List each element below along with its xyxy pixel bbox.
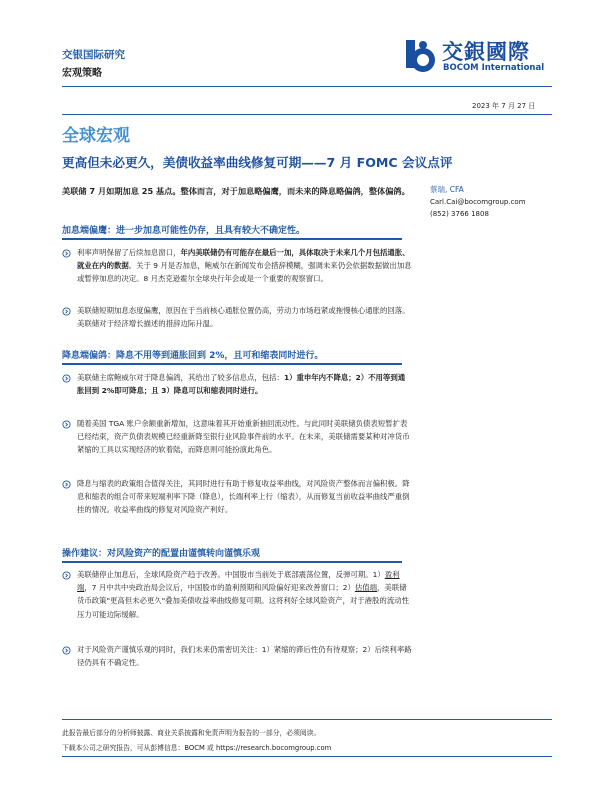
disclaimer-note: 此报告最后部分的分析师披露、商业关系披露和免责声明为报告的一部分，必须阅读。 [62,729,321,737]
heading-hike-hawkish: 加息端偏鹰：进一步加息可能性仍存，且具有较大不确定性。 [62,226,306,236]
arrow-bullet-icon [62,374,71,383]
firm-name: 交银国际研究 [62,49,125,61]
paragraph-5: 降息与缩表的政策组合值得关注，其同时进行有助于修复收益率曲线，对风险资产整体而言偏积极。降息和缩表的组合可带来短端利率下降（降息），长端利率上行（缩表），从而修复当前收益率曲线严重倒挂的情况。收益率曲线的修复对风险资产利好。 [77,479,410,515]
arrow-bullet-icon [62,480,71,489]
arrow-bullet-icon [62,307,71,316]
footer-rule-2 [62,756,552,757]
report-date: 2023 年 7 月 27 日 [472,102,536,110]
paragraph-2: 美联储短期加息态度偏鹰，原因在于当前核心通胀位置仍高，劳动力市场趋紧或拖慢核心通胀的回落。美联储对于经济增长描述的措辞边际升温。 [77,306,410,329]
report-title: 更高但未必更久，美债收益率曲线修复可期——7 月 FOMC 会议点评 [62,155,453,170]
report-category: 宏观策略 [62,68,102,79]
heading-rule [62,561,402,563]
heading-rule [62,363,402,365]
paragraph-7: 对于风险资产谨慎乐观的同时，我们未来仍需密切关注：1）紧缩的滞后性仍有待观察；2）后续利率路径仍具有不确定性。 [77,645,412,668]
paragraph-4: 随着美国 TGA 账户余额重新增加，这意味着其开始重新抽回流动性。与此同时美联储负债表短暂扩表已经结束，资产负债表规模已经重新降至银行业风险事件前的水平。在未来，美联储需要某种对冲货币紧缩的工具以实现经济的软着陆，而降息则可能扮演此角色。 [77,419,410,455]
arrow-bullet-icon [62,646,71,655]
arrow-bullet-icon [62,571,71,580]
analyst-phone: (852) 3766 1808 [430,210,489,218]
heading-rule [62,238,402,240]
paragraph-6: 美联储停止加息后，全球风险资产趋于改善。中国股市当前处于底部震荡位置，反弹可期。1）盈利端，7 月中共中央政治局会议后，中国股市的盈利预期和风险偏好迎来改善窗口；2）估值端，美联储货币政策"更高但未必更久"叠加美债收益率曲线修复可期。这将利好全球风险资产，对于港股的流动性压力可能边际缓解。 [77,570,409,619]
logo-chinese-text: 交銀國際 [442,39,530,64]
header-rule [62,86,552,87]
download-note[interactable]: 下载本公司之研究报告，可从彭博信息：BOCM 或 https://research.bocomgroup.com [62,744,332,752]
report-summary: 美联储 7 月如期加息 25 基点。整体而言，对于加息略偏鹰，而未来的降息略偏鸽，整体偏鸽。 [62,186,410,196]
heading-recommendation: 操作建议：对风险资产的配置由谨慎转向谨慎乐观 [62,549,261,559]
section-title: 全球宏观 [62,126,130,146]
analyst-email[interactable]: Carl.Cai@bocomgroup.com [430,198,526,206]
arrow-bullet-icon [62,249,71,258]
bocom-logo-icon [404,38,438,72]
paragraph-1: 利率声明保留了后续加息窗口，年内美联储仍有可能存在最后一加，具体取决于未来几个月包括通胀、就业在内的数据。关于 9 月是否加息，鲍威尔在新闻发布会措辞模糊，强调未来仍会依据数据做出加息或暂停加息的决定。8 月杰克逊霍尔全球央行年会或是一个重要的观察窗口。 [77,248,412,284]
analyst-name: 蔡瑞, CFA [430,185,464,194]
arrow-bullet-icon [62,420,71,429]
logo-english-text: BOCOM International [443,63,545,73]
analyst-info [430,184,526,220]
heading-cut-dovish: 降息端偏鸽：降息不用等到通胀回到 2%，且可和缩表同时进行。 [62,351,324,361]
paragraph-3: 美联储主席鲍威尔对于降息偏鸽，其给出了较多信息点，包括：1）重申年内不降息；2）不用等到通胀回到 2%即可降息；且 3）降息可以和缩表同时进行。 [77,373,406,396]
header-rule-2 [62,114,552,115]
footer-rule [62,719,552,720]
company-logo [404,38,554,72]
